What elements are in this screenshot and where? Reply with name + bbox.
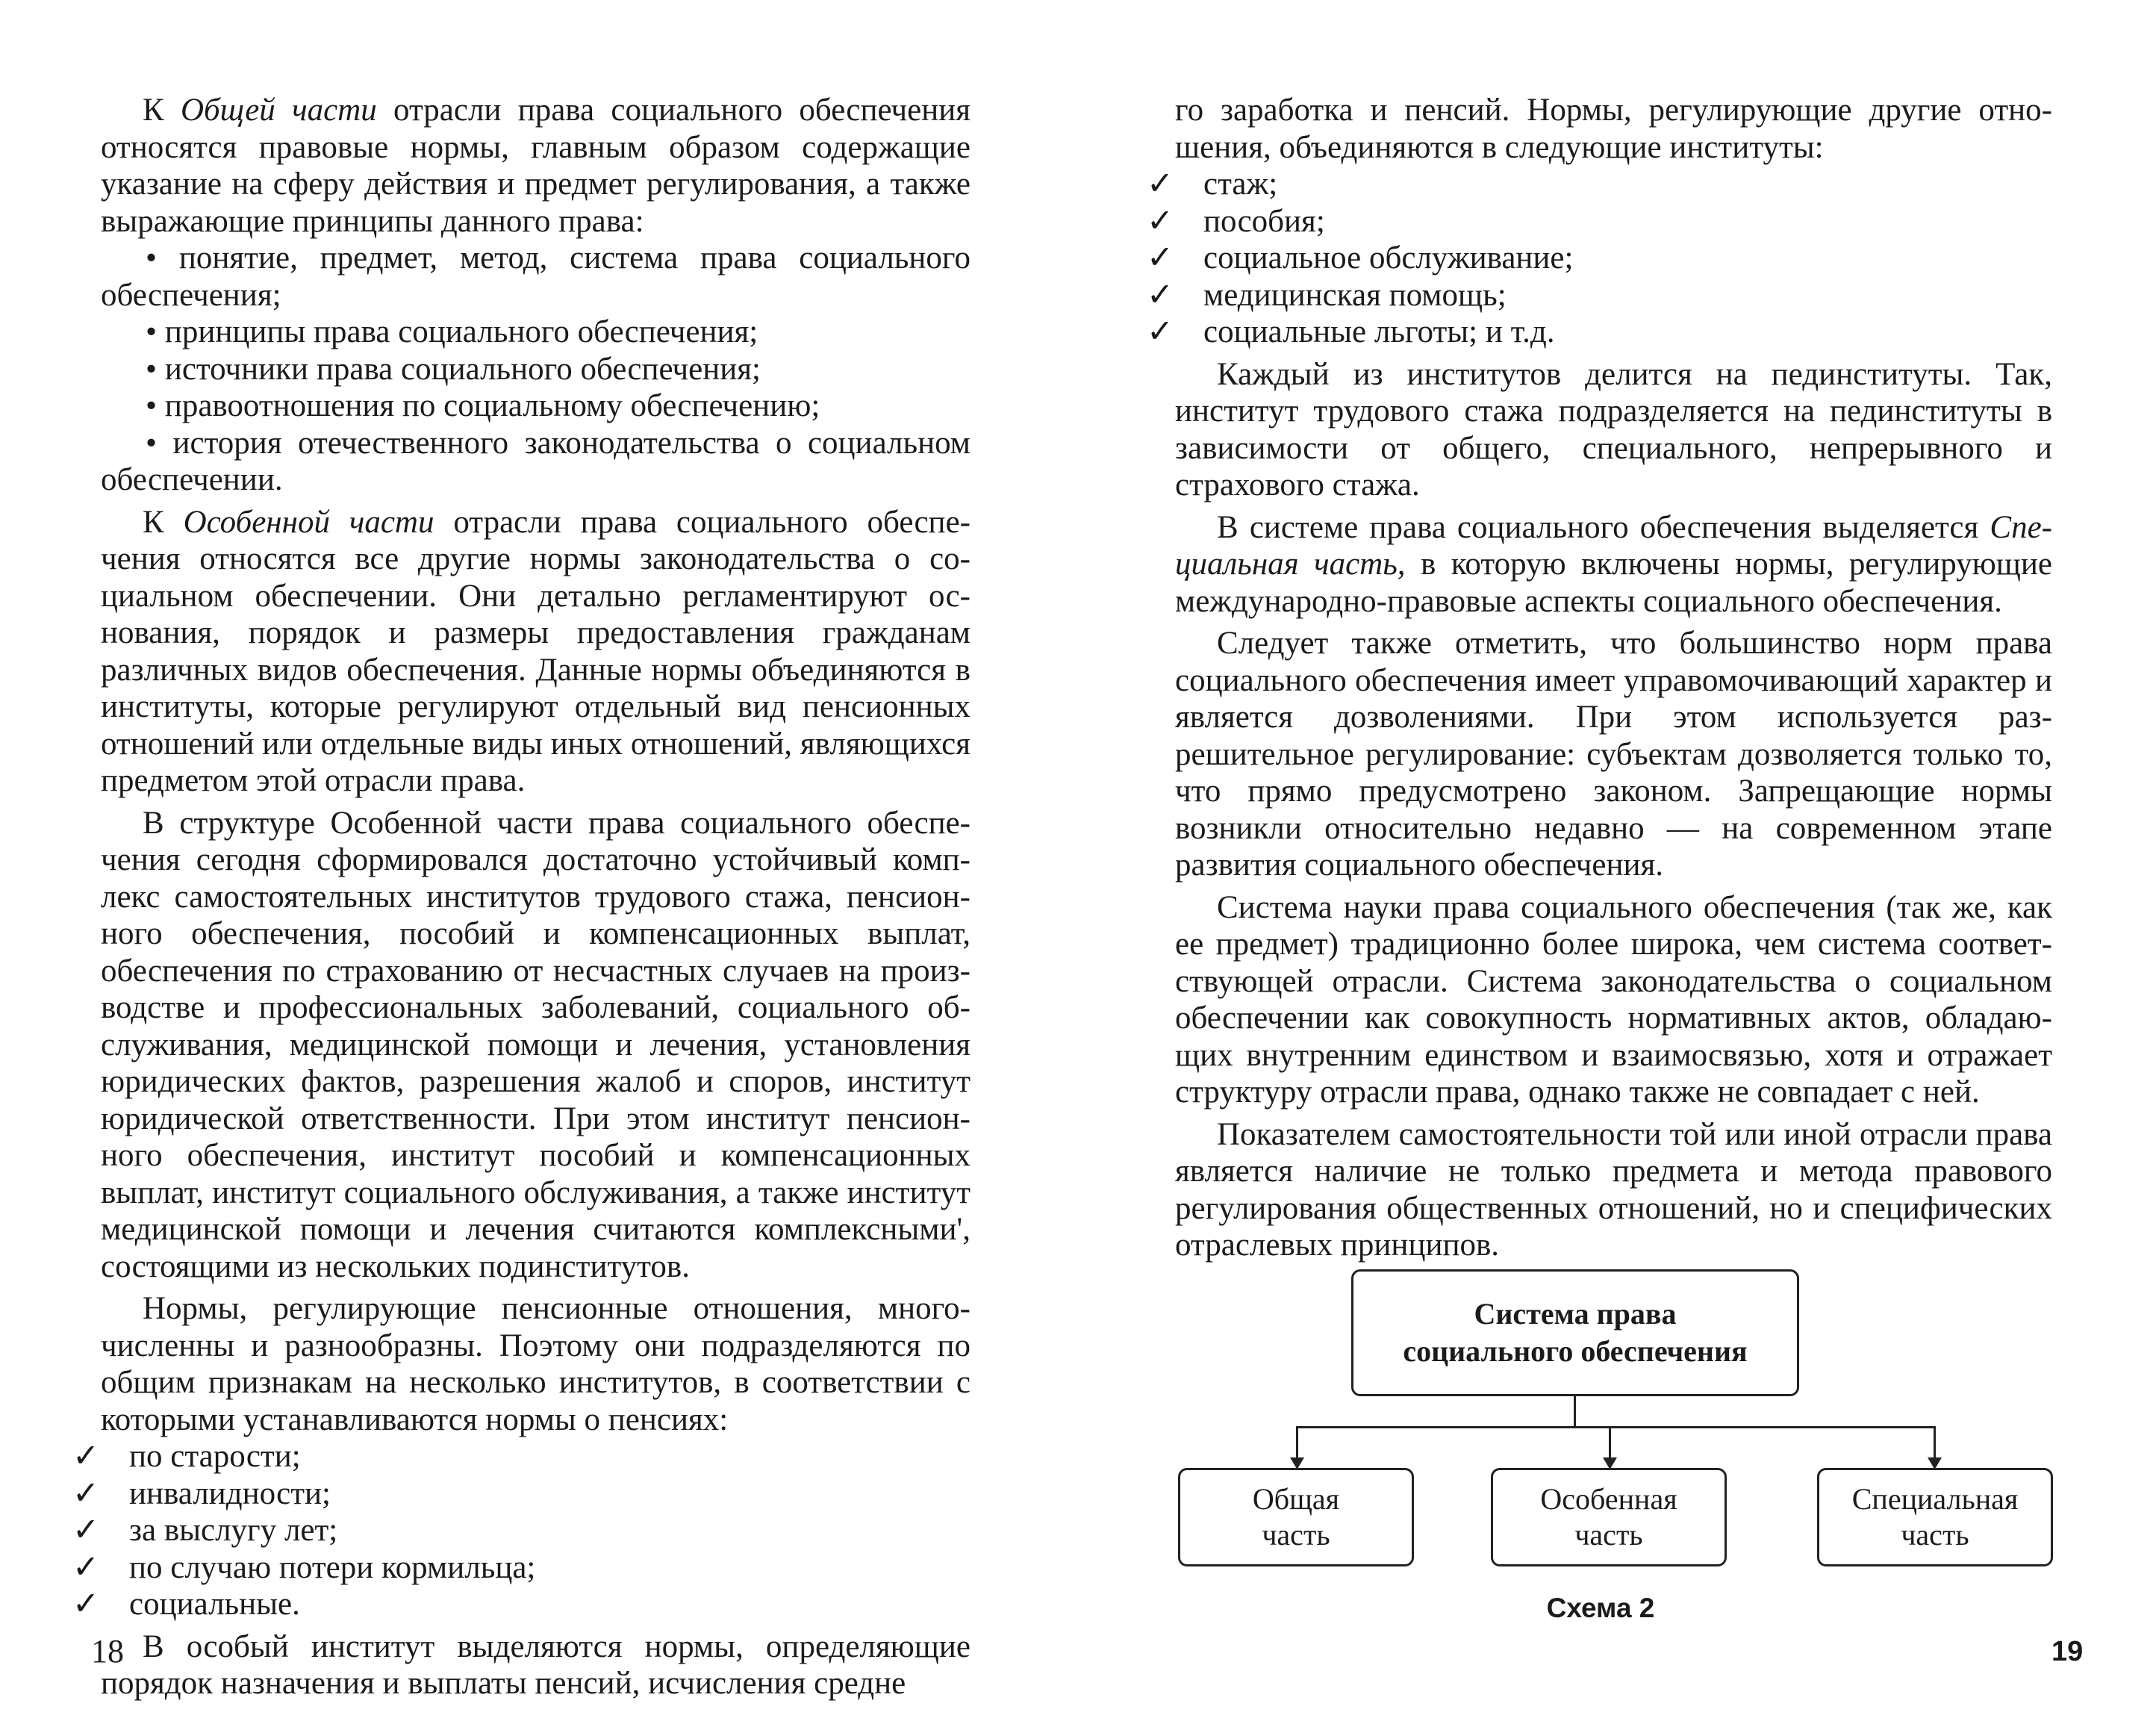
term-special-section: Специальная часть, <box>1175 509 2052 582</box>
list-item: • история отечественного законодательства о социальном обеспечении. <box>101 425 970 497</box>
list-item: ✓ пособия; <box>1147 203 1325 239</box>
bullet-icon: • <box>146 314 158 349</box>
paragraph-permissive-norms: Следует также отметить, что большинство норм права социального обеспечения имеет управомочивающий характер и является дозволениями. При этом используется разрешительное регулирование: субъектам дозволяется только то, что прямо предусмотрено законом. Запрещающие нормы возникли относительно недавно — на современном этапе развития социального обеспечения. <box>1175 626 2052 883</box>
list-item: ✓ по случаю потери кормильца; <box>72 1549 536 1585</box>
left-page-text <box>72 92 971 1702</box>
list-item: ✓ по старости; <box>72 1439 301 1474</box>
connector-line <box>1934 1426 1936 1463</box>
bullet-icon: • <box>146 425 158 461</box>
diagram-root-box: Система права социального обеспечения <box>1351 1269 1799 1396</box>
list-item: ✓ стаж; <box>1147 167 1278 202</box>
connector-line <box>1296 1426 1935 1428</box>
check-icon: ✓ <box>72 1513 100 1548</box>
list-item: ✓ социальное обслуживание; <box>1147 240 1574 276</box>
check-icon: ✓ <box>1147 167 1174 202</box>
list-item: • источники права социального обеспечения; <box>146 351 761 387</box>
term-special-part: Особенной части <box>183 504 434 540</box>
diagram-box-specialized-part: Специальная часть <box>1817 1468 2053 1566</box>
check-icon: ✓ <box>72 1439 100 1474</box>
connector-line <box>1609 1426 1611 1463</box>
page-number: 19 <box>2051 1636 2084 1667</box>
check-icon: ✓ <box>72 1549 100 1585</box>
check-icon: ✓ <box>1147 277 1174 313</box>
list-item: ✓ медицинская помощь; <box>1147 277 1507 313</box>
connector-line <box>1574 1396 1576 1428</box>
paragraph-pension-norms: Нормы, регулирующие пенсионные отношения, многочисленны и разнообразны. Поэтому они подразделяются по общим признакам на несколько институтов, в соответствии с которыми устанавливаются нормы о пенсиях: <box>101 1291 970 1437</box>
paragraph-structure: В структуре Особенной части права социального обеспечения сегодня сформировался достаточно устойчивый комплекс самостоятельных институтов трудового стажа, пенсионного обеспечения, пособий и компенсационных выплат, обеспечения по страхованию от несчастных случаев на производстве и профессиональных заболеваний, социального обслуживания, медицинской помощи и лечения, установления юридических фактов, разрешения жалоб и споров, институт юридической ответственности. При этом институт пенсионного обеспечения, институт пособий и компенсационных выплат, институт социального обслуживания, а также институт медицинской помощи и лечения считаются комплексными', состоящими из нескольких подинститутов. <box>101 805 970 1284</box>
list-item: ✓ за выслугу лет; <box>72 1513 338 1548</box>
bullet-icon: • <box>146 388 158 423</box>
check-icon: ✓ <box>1147 314 1174 349</box>
check-icon: ✓ <box>1147 203 1174 239</box>
paragraph-subinstitutes: Каждый из институтов делится на пединституты. Так, институт трудового стажа подразделяется на пединституты в зависимости от общего, специального, непрерывного и страхового стажа. <box>1175 356 2052 502</box>
list-item: • принципы права социального обеспечения; <box>146 314 758 349</box>
paragraph-continued: го заработка и пенсий. Нормы, регулирующие другие отношения, объединяются в следующие институты: <box>1175 93 2052 165</box>
check-icon: ✓ <box>72 1475 100 1511</box>
paragraph-special-institute: В особый институт выделяются нормы, определяющие порядок назначения и выплаты пенсий, исчисления средне <box>101 1628 970 1701</box>
paragraph-science-system: Система науки права социального обеспечения (так же, как ее предмет) традиционно более широка, чем система соответствующей отрасли. Система законодательства о социальном обеспечении как совокупность нормативных актов, обладающих внутренним единством и взаимосвязью, хотя и отражает структуру отрасли права, однако также не совпадает с ней. <box>1175 889 2052 1110</box>
paragraph-special-part: К Особенной части отрасли права социального обеспечения относятся все другие нормы законодательства о социальном обеспечении. Они детально регламентируют основания, порядок и размеры предоставления гражданам различных видов обеспечения. Данные нормы объединяются в институты, которые регулируют отдельный вид пенсионных отношений или отдельные виды иных отношений, являющихся предметом этой отрасли права. <box>101 504 970 798</box>
page-number: 18 <box>91 1633 124 1670</box>
bullet-icon: • <box>146 351 158 387</box>
list-item: • правоотношения по социальному обеспечению; <box>146 388 820 423</box>
diagram-box-general-part: Общая часть <box>1178 1468 1414 1566</box>
list-item: ✓ инвалидности; <box>72 1475 331 1511</box>
list-item: ✓ социальные. <box>72 1587 300 1622</box>
check-icon: ✓ <box>1147 240 1174 276</box>
bullet-icon: • <box>146 240 158 276</box>
list-item: ✓ социальные льготы; и т.д. <box>1147 314 1555 349</box>
diagram-caption: Схема 2 <box>1546 1593 1655 1623</box>
diagram-box-special-part: Особенная часть <box>1491 1468 1727 1566</box>
right-page-text <box>1147 92 2052 1264</box>
check-icon: ✓ <box>72 1587 100 1622</box>
paragraph-special-section: В системе права социального обеспечения выделяется Специальная часть, в которую включены нормы, регулирующие международно-правовые аспекты социального обеспечения. <box>1175 509 2052 619</box>
right-page <box>1078 0 2156 1730</box>
term-general-part: Общей части <box>180 93 377 128</box>
connector-line <box>1296 1426 1298 1463</box>
paragraph-general-part: К Общей части отрасли права социального обеспечения относятся правовые нормы, главным образом содержащие указание на сферу действия и предмет регулирования, а также выражающие принципы данного права: <box>101 93 971 239</box>
paragraph-independence: Показателем самостоятельности той или иной отрасли права является наличие не только предмета и метода правового регулирования общественных отношений, но и специфических отраслевых принципов. <box>1175 1116 2052 1263</box>
list-item: • понятие, предмет, метод, система права социального обеспечения; <box>101 240 970 313</box>
